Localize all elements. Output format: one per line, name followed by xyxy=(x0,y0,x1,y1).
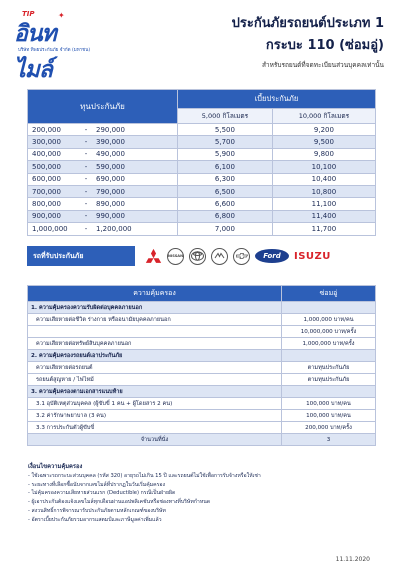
isuzu-logo-text: ISUZU xyxy=(294,250,331,262)
premium-5000: 6,600 xyxy=(178,198,273,210)
range-dash: - xyxy=(84,212,88,221)
garage-repair-header: ซ่อมอู่ xyxy=(282,286,376,302)
sum-insured-range xyxy=(28,173,178,185)
coverage-row xyxy=(28,422,376,434)
range-high: 590,000 xyxy=(96,162,125,171)
coverage-row xyxy=(28,374,376,386)
range-high: 690,000 xyxy=(96,175,125,184)
range-low: 200,000 xyxy=(32,125,61,134)
premium-5000: 5,700 xyxy=(178,136,273,148)
condition-line: - ใช้เฉพาะรถกระบะส่วนบุคคล (รหัส 320) อายุรถไม่เกิน 15 ปี และรถยนต์ไม่ใช้เพื่อการรับจ้างหรือให้เช่า xyxy=(28,472,261,479)
premium-10000: 9,800 xyxy=(272,148,375,160)
sum-insured-range xyxy=(28,185,178,197)
coverage-label: ความเสียหายต่อชีวิต ร่างกาย หรืออนามัยบุคคลภายนอก xyxy=(28,314,282,326)
premium-row xyxy=(28,161,376,173)
coverage-value xyxy=(282,350,376,362)
coverage-value xyxy=(282,302,376,314)
ford-logo-icon xyxy=(255,249,289,263)
sum-insured-range xyxy=(28,223,178,235)
premium-row xyxy=(28,136,376,148)
sum-insured-range xyxy=(28,210,178,222)
premium-5000: 7,000 xyxy=(178,223,273,235)
range-low: 600,000 xyxy=(32,175,61,184)
covered-cars-label: รถที่รับประกันภัย xyxy=(27,246,135,266)
premium-row xyxy=(28,173,376,185)
premium-10000: 11,100 xyxy=(272,198,375,210)
sum-insured-range xyxy=(28,161,178,173)
range-high: 1,200,000 xyxy=(96,224,132,233)
nissan-logo-text: NISSAN xyxy=(167,254,184,258)
coverage-label: ความเสียหายต่อทรัพย์สินบุคคลภายนอก xyxy=(28,338,282,350)
premium-row xyxy=(28,148,376,160)
isuzu-logo-icon xyxy=(294,251,331,262)
coverage-row xyxy=(28,338,376,350)
toyota-logo-icon xyxy=(189,248,206,265)
coverage-value: ตามทุนประกันภัย xyxy=(282,374,376,386)
sum-insured-range xyxy=(28,148,178,160)
range-dash: - xyxy=(84,150,88,159)
premium-5000: 6,100 xyxy=(178,161,273,173)
range-low: 800,000 xyxy=(32,200,61,209)
range-dash: - xyxy=(84,200,88,209)
coverage-table xyxy=(27,285,376,446)
range-high: 290,000 xyxy=(96,125,125,134)
premium-table xyxy=(27,89,376,236)
range-low: 700,000 xyxy=(32,187,61,196)
range-low: 400,000 xyxy=(32,150,61,159)
condition-line: - ผู้เอาประกันต้องแจ้งเลขไมล์ทุกเดือนผ่านแอปพลิเคชันหรือช่องทางที่บริษัทกำหนด xyxy=(28,499,211,506)
premium-5000: 6,300 xyxy=(178,173,273,185)
coverage-row xyxy=(28,398,376,410)
coverage-value: 1,000,000 บาท/คน xyxy=(282,314,376,326)
condition-line: - ไม่คุ้มครองความเสียหายส่วนแรก (Deductible) กรณีเป็นฝ่ายผิด xyxy=(28,490,176,497)
condition-line: - อัตราเบี้ยประกันภัยรวมอากรแสตมป์และภาษีมูลค่าเพิ่มแล้ว xyxy=(28,516,162,523)
coverage-row xyxy=(28,386,376,398)
chevrolet-logo-icon xyxy=(233,248,250,265)
coverage-label xyxy=(28,326,282,338)
page-subtitle: กระบะ 110 (ซ่อมอู่) xyxy=(265,38,384,53)
coverage-row xyxy=(28,326,376,338)
range-low: 1,000,000 xyxy=(32,224,68,233)
range-high: 390,000 xyxy=(96,138,125,147)
coverage-label: 3.2 ค่ารักษาพยาบาล (3 คน) xyxy=(28,410,282,422)
coverage-label: 3. ความคุ้มครองตามเอกสารแนบท้าย xyxy=(28,386,282,398)
premium-row xyxy=(28,223,376,235)
coverage-row xyxy=(28,314,376,326)
sum-insured-range xyxy=(28,198,178,210)
coverage-value: 200,000 บาท/ครั้ง xyxy=(282,422,376,434)
premium-10000: 10,800 xyxy=(272,185,375,197)
condition-line: - ระยะทางที่เลือกซื้อนับจากเลขไมล์ที่ปรากฏในวันเริ่มคุ้มครอง xyxy=(28,481,166,488)
coverage-value xyxy=(282,386,376,398)
coverage-value: 100,000 บาท/คน xyxy=(282,410,376,422)
range-dash: - xyxy=(84,125,88,134)
condition-line: - สงวนสิทธิ์การพิจารณารับประกันภัยตามหลักเกณฑ์ของบริษัท xyxy=(28,507,166,514)
coverage-label: จำนวนที่นั่ง xyxy=(28,434,282,446)
range-low: 500,000 xyxy=(32,162,61,171)
premium-5000: 6,800 xyxy=(178,210,273,222)
premium-10000: 11,700 xyxy=(272,223,375,235)
coverage-value: 3 xyxy=(282,434,376,446)
coverage-label: รถยนต์สูญหาย / ไฟไหม้ xyxy=(28,374,282,386)
coverage-row xyxy=(28,410,376,422)
premium-10000: 10,100 xyxy=(272,161,375,173)
range-high: 790,000 xyxy=(96,187,125,196)
coverage-label: 2. ความคุ้มครองรถยนต์เอาประกันภัย xyxy=(28,350,282,362)
conditions-notes xyxy=(28,463,378,525)
ford-logo-text: Ford xyxy=(263,252,281,260)
premium-10000: 10,400 xyxy=(272,173,375,185)
page-caption: สำหรับรถยนต์ที่จดทะเบียนส่วนบุคคลเท่านั้น xyxy=(261,61,384,69)
logo-sub-text: บริษัท ทิพยประกันภัย จำกัด (มหาชน) xyxy=(18,48,91,53)
premium-header: เบี้ยประกันภัย xyxy=(178,90,376,109)
premium-5000: 6,500 xyxy=(178,185,273,197)
logo-main-text: อินทไมล์ xyxy=(14,21,56,83)
premium-row xyxy=(28,124,376,136)
range-high: 490,000 xyxy=(96,150,125,159)
company-logo xyxy=(14,10,92,83)
coverage-value: 1,000,000 บาท/ครั้ง xyxy=(282,338,376,350)
coverage-row xyxy=(28,362,376,374)
coverage-row xyxy=(28,434,376,446)
range-high: 890,000 xyxy=(96,200,125,209)
premium-header-5000: 5,000 กิโลเมตร xyxy=(178,109,273,124)
document-date: 11.11.2020 xyxy=(335,556,370,563)
sum-insured-header: ทุนประกันภัย xyxy=(28,90,178,124)
premium-header-10000: 10,000 กิโลเมตร xyxy=(272,109,375,124)
coverage-value: 10,000,000 บาท/ครั้ง xyxy=(282,326,376,338)
conditions-heading: เงื่อนไขความคุ้มครอง xyxy=(28,464,83,470)
coverage-label: ความเสียหายต่อรถยนต์ xyxy=(28,362,282,374)
coverage-label: 3.3 การประกันตัวผู้ขับขี่ xyxy=(28,422,282,434)
premium-5000: 5,500 xyxy=(178,124,273,136)
mitsubishi-logo-icon xyxy=(145,248,162,265)
sum-insured-range xyxy=(28,124,178,136)
page-title: ประกันภัยรถยนต์ประเภท 1 xyxy=(231,16,384,31)
coverage-value: 100,000 บาท/คน xyxy=(282,398,376,410)
coverage-row xyxy=(28,302,376,314)
sum-insured-range xyxy=(28,136,178,148)
coverage-label: 1. ความคุ้มครองความรับผิดต่อบุคคลภายนอก xyxy=(28,302,282,314)
premium-5000: 5,900 xyxy=(178,148,273,160)
range-dash: - xyxy=(84,224,88,233)
coverage-row xyxy=(28,350,376,362)
range-low: 900,000 xyxy=(32,212,61,221)
premium-10000: 11,400 xyxy=(272,210,375,222)
star-icon: ✦ xyxy=(58,11,65,20)
range-dash: - xyxy=(84,175,88,184)
coverage-value: ตามทุนประกันภัย xyxy=(282,362,376,374)
range-low: 300,000 xyxy=(32,138,61,147)
range-high: 990,000 xyxy=(96,212,125,221)
coverage-header: ความคุ้มครอง xyxy=(28,286,282,302)
premium-10000: 9,500 xyxy=(272,136,375,148)
premium-row xyxy=(28,210,376,222)
logo-top-text: TIP xyxy=(22,10,35,18)
premium-row xyxy=(28,185,376,197)
range-dash: - xyxy=(84,187,88,196)
premium-10000: 9,200 xyxy=(272,124,375,136)
range-dash: - xyxy=(84,138,88,147)
coverage-label: 3.1 อุบัติเหตุส่วนบุคคล (ผู้ขับขี่ 1 คน + ผู้โดยสาร 2 คน) xyxy=(28,398,282,410)
premium-row xyxy=(28,198,376,210)
brand-logos xyxy=(145,246,331,266)
range-dash: - xyxy=(84,162,88,171)
nissan-logo-icon xyxy=(167,248,184,265)
mazda-logo-icon xyxy=(211,248,228,265)
